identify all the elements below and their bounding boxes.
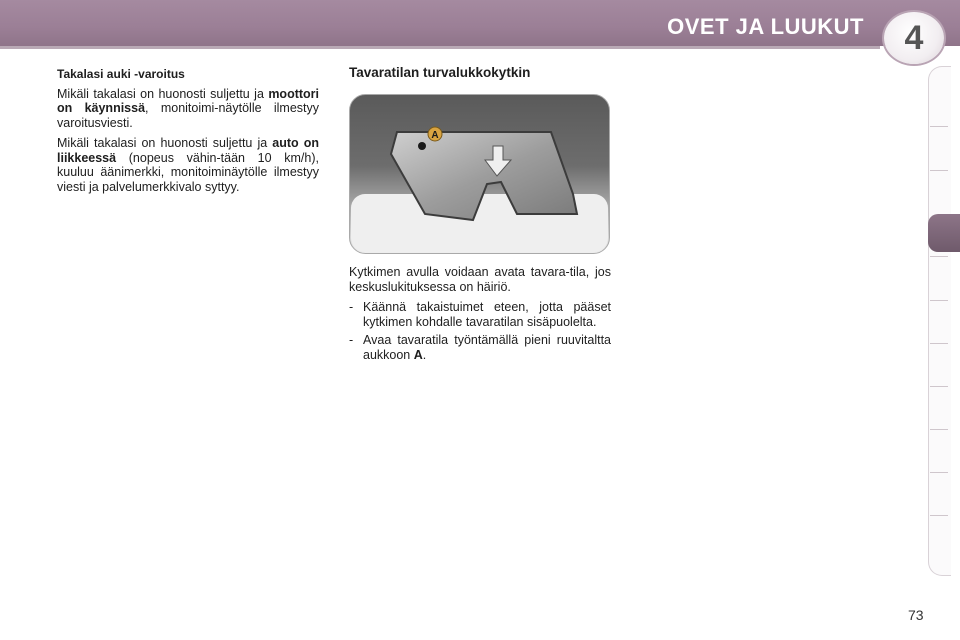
list-item bbox=[349, 300, 611, 329]
bold-text: A bbox=[413, 347, 423, 362]
right-column-body bbox=[349, 265, 611, 366]
list-item-text bbox=[363, 333, 611, 362]
thumb-index-divider bbox=[930, 429, 948, 430]
bold-text: moottori on käynnissä bbox=[57, 86, 319, 115]
paragraph-intro: Kytkimen avulla voidaan avata tavara-tila, jos keskuslukituksessa on häiriö. bbox=[349, 265, 611, 294]
section-heading-rear-window-warning: Takalasi auki -varoitus bbox=[57, 67, 185, 81]
boot-release-switch-illustration bbox=[349, 94, 610, 254]
thumb-index-strip bbox=[928, 66, 951, 576]
text-span: (nopeus vähin-tään 10 km/h), kuuluu äänimerkki, monitoiminäytölle ilmestyy viesti ja palvelumerkkivalo syttyy. bbox=[57, 150, 319, 194]
thumb-index-divider bbox=[930, 126, 948, 127]
label-a-text: A bbox=[431, 130, 439, 141]
access-hole-icon bbox=[418, 142, 426, 150]
text-span: , monitoimi-näytölle ilmestyy varoitusviesti. bbox=[57, 101, 320, 130]
page-number: 73 bbox=[908, 607, 924, 623]
section-heading-boot-release: Tavaratilan turvalukkokytkin bbox=[349, 65, 531, 80]
list-item-text: Käännä takaistuimet eteen, jotta pääset kytkimen kohdalle tavaratilan sisäpuolelta. bbox=[363, 300, 611, 329]
text-span: Avaa tavaratila työntämällä pieni ruuvitaltta aukkoon bbox=[363, 333, 611, 362]
thumb-index-divider bbox=[930, 343, 948, 344]
list-item bbox=[349, 333, 611, 362]
thumb-index-divider bbox=[930, 515, 948, 516]
left-column bbox=[57, 67, 319, 200]
list-dash: - bbox=[349, 333, 354, 347]
thumb-index-divider bbox=[930, 256, 948, 257]
text-span: Mikäli takalasi on huonosti suljettu ja bbox=[57, 86, 269, 101]
thumb-index-divider bbox=[930, 170, 948, 171]
chapter-title: OVET JA LUUKUT bbox=[667, 14, 864, 39]
paragraph-vehicle-moving bbox=[57, 136, 319, 194]
bold-text: auto on liikkeessä bbox=[57, 136, 319, 165]
thumb-index-divider bbox=[930, 386, 948, 387]
thumb-index-divider bbox=[930, 300, 948, 301]
thumb-index-divider bbox=[930, 472, 948, 473]
text-span: Mikäli takalasi on huonosti suljettu ja bbox=[57, 136, 273, 150]
paragraph-engine-running bbox=[57, 87, 319, 131]
chapter-number: 4 bbox=[904, 18, 924, 57]
right-column-heading-wrap bbox=[349, 66, 611, 81]
chapter-badge bbox=[884, 12, 944, 64]
list-dash: - bbox=[349, 300, 354, 314]
thumb-index-active-tab[interactable] bbox=[928, 214, 960, 252]
header-divider bbox=[0, 46, 880, 49]
text-span: . bbox=[422, 347, 427, 362]
